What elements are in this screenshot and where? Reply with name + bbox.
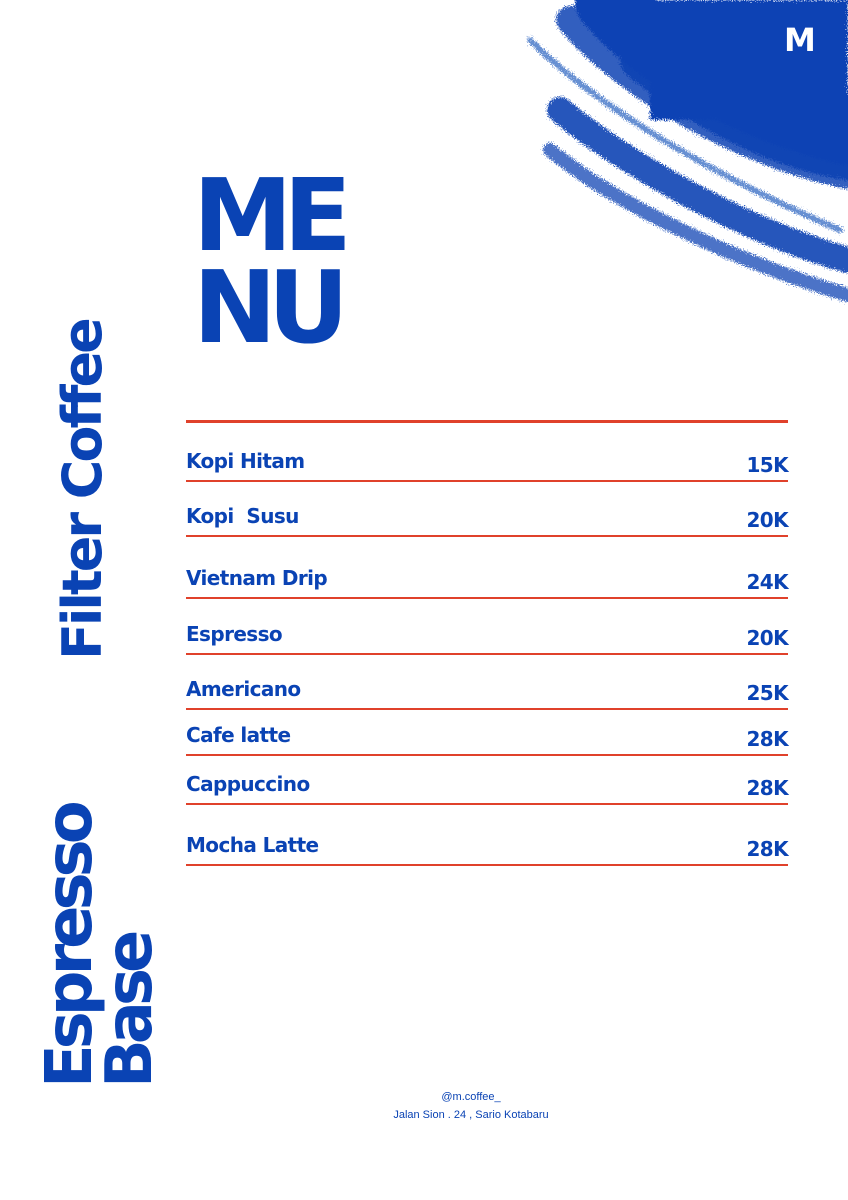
store-address: Jalan Sion . 24 , Sario Kotabaru xyxy=(393,1109,549,1121)
menu-item-cappuccino xyxy=(186,773,788,805)
menu-item-name: Kopi Susu xyxy=(186,504,299,528)
menu-item-price: 28K xyxy=(746,727,788,751)
menu-title xyxy=(193,157,343,366)
menu-item-name: Espresso xyxy=(186,622,283,646)
menu-item-vietnam-drip xyxy=(186,567,788,599)
menu-item-price: 28K xyxy=(746,837,788,861)
menu-item-price: 20K xyxy=(746,626,788,650)
menu-item-mocha-latte xyxy=(186,834,788,866)
category-label-espresso: Espresso xyxy=(33,805,107,1088)
menu-title-line-1: ME xyxy=(193,157,343,274)
menu-item-name: Cappuccino xyxy=(186,772,310,796)
menu-item-americano xyxy=(186,678,788,710)
menu-item-kopi-susu xyxy=(186,505,788,537)
menu-item-kopi-hitam xyxy=(186,450,788,482)
menu-item-price: 24K xyxy=(746,570,788,594)
category-label-filter-coffee: Filter Coffee xyxy=(51,320,114,660)
social-handle: @m.coffee_ xyxy=(441,1091,501,1103)
brand-logo-mark: M xyxy=(784,21,816,59)
menu-item-name: Kopi Hitam xyxy=(186,449,305,473)
menu-item-name: Americano xyxy=(186,677,301,701)
menu-item-name: Cafe latte xyxy=(186,723,291,747)
menu-item-name: Vietnam Drip xyxy=(186,566,328,590)
menu-title-line-2: NU xyxy=(193,249,340,366)
menu-top-divider xyxy=(186,420,788,423)
menu-item-price: 25K xyxy=(746,681,788,705)
menu-item-price: 28K xyxy=(746,776,788,800)
menu-item-espresso xyxy=(186,623,788,655)
menu-item-cafe-latte xyxy=(186,724,788,756)
menu-item-price: 20K xyxy=(746,508,788,532)
menu-item-price: 15K xyxy=(746,453,788,477)
category-label-base: Base xyxy=(93,934,167,1088)
menu-item-name: Mocha Latte xyxy=(186,833,319,857)
